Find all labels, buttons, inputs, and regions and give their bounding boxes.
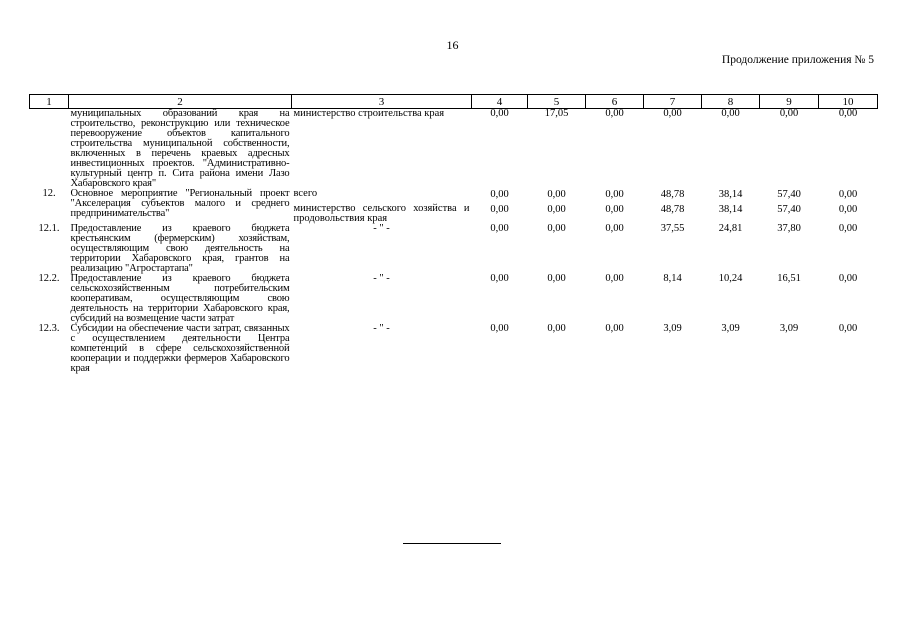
row-number: 12. (42, 188, 56, 199)
row-executor: - " - (373, 223, 390, 234)
row-value: 0,00 (547, 323, 566, 334)
column-number: 5 (528, 95, 586, 109)
column-number-row (30, 95, 878, 109)
row-value: 3,09 (721, 323, 740, 334)
row-value: 0,00 (547, 273, 566, 284)
row-value-total: 0,00 (605, 189, 624, 200)
row-value: 0,00 (605, 223, 624, 234)
column-number: 1 (30, 95, 69, 109)
row-value: 57,40 (777, 204, 801, 215)
row-description: Предоставление из краевого бюджета крестьянским (фермерским) хозяйствам, осуществляющим свою деятельность на территории Хабаровского края, грантов на реализацию "Агростартапа" (70, 223, 290, 274)
row-value: 0,00 (605, 323, 624, 334)
row-number (30, 109, 69, 190)
row-value-total: 38,14 (718, 189, 743, 200)
column-number: 10 (819, 95, 878, 109)
row-value: 0,00 (779, 108, 799, 119)
row-value: 37,55 (660, 223, 685, 234)
row-value-total: 57,40 (777, 189, 801, 200)
row-executor: - " - (373, 323, 390, 334)
row-value: 0,00 (605, 273, 624, 284)
row-description: муниципальных образований края на строительство, реконструкцию или техническое перевооружение объектов капитального строительства муниципальной собственности, включенных в перечень краевых адресных инвестиционных проектов. "Административно-культурный центр п. Сита района имени Лазо Хабаровского края" (70, 108, 290, 189)
table-row (30, 109, 878, 190)
row-executor: - " - (373, 273, 390, 284)
row-value: 0,00 (490, 223, 509, 234)
row-value-total: 0,00 (490, 189, 509, 200)
row-value: 0,00 (490, 204, 509, 215)
column-number: 3 (292, 95, 472, 109)
row-value-total: 0,00 (547, 189, 566, 200)
row-value: 0,00 (838, 204, 858, 215)
row-executor-total: всего (293, 188, 318, 199)
row-value: 16,51 (777, 273, 801, 284)
table-row (30, 189, 878, 224)
row-value: 48,78 (660, 204, 685, 215)
row-executor: министерство сельского хозяйства и продовольствия края (293, 203, 470, 224)
column-number: 6 (586, 95, 644, 109)
page-number: 16 (446, 38, 459, 52)
row-value: 3,09 (663, 323, 682, 334)
row-value: 38,14 (718, 204, 743, 215)
row-value: 0,00 (490, 273, 509, 284)
row-number: 12.2. (38, 273, 60, 284)
row-value: 0,00 (838, 108, 858, 119)
column-number: 8 (702, 95, 760, 109)
row-value: 0,00 (605, 204, 624, 215)
row-value-total: 0,00 (838, 189, 858, 200)
row-value: 0,00 (838, 323, 858, 334)
row-value: 0,00 (838, 223, 858, 234)
row-value: 0,00 (547, 223, 566, 234)
column-number: 7 (644, 95, 702, 109)
row-value: 24,81 (718, 223, 743, 234)
row-value: 0,00 (663, 108, 682, 119)
row-value: 0,00 (547, 204, 566, 215)
row-value: 0,00 (721, 108, 740, 119)
row-value: 37,80 (777, 223, 801, 234)
row-number: 12.1. (38, 223, 60, 234)
row-number: 12.3. (38, 323, 60, 334)
column-number: 9 (760, 95, 819, 109)
row-description: Предоставление из краевого бюджета сельскохозяйственным потребительским кооперативам, осуществляющим свою деятельность на территории Хабаровского края, субсидий на возмещение части затрат (70, 273, 290, 324)
row-value: 0,00 (838, 273, 858, 284)
table-row (30, 224, 878, 274)
budget-table (29, 94, 878, 374)
row-value: 0,00 (490, 323, 509, 334)
row-value: 8,14 (663, 273, 682, 284)
row-value: 0,00 (490, 108, 509, 119)
table-row (30, 324, 878, 374)
row-executor: министерство строительства края (293, 108, 445, 119)
row-value: 17,05 (544, 108, 569, 119)
row-value-total: 48,78 (660, 189, 685, 200)
table-row (30, 274, 878, 324)
row-description: Субсидии на обеспечение части затрат, связанных с осуществлением деятельности Центра компетенций в сфере сельскохозяйственной кооперации и поддержки фермеров Хабаровского края (70, 323, 290, 374)
row-value: 10,24 (718, 273, 743, 284)
row-description: Основное мероприятие "Региональный проект "Акселерация субъектов малого и среднего предпринимательства" (70, 188, 290, 219)
row-value: 0,00 (605, 108, 624, 119)
appendix-note: Продолжение приложения № 5 (721, 54, 874, 66)
column-number: 4 (472, 95, 528, 109)
end-divider (403, 543, 501, 544)
row-value: 3,09 (779, 323, 799, 334)
column-number: 2 (69, 95, 292, 109)
